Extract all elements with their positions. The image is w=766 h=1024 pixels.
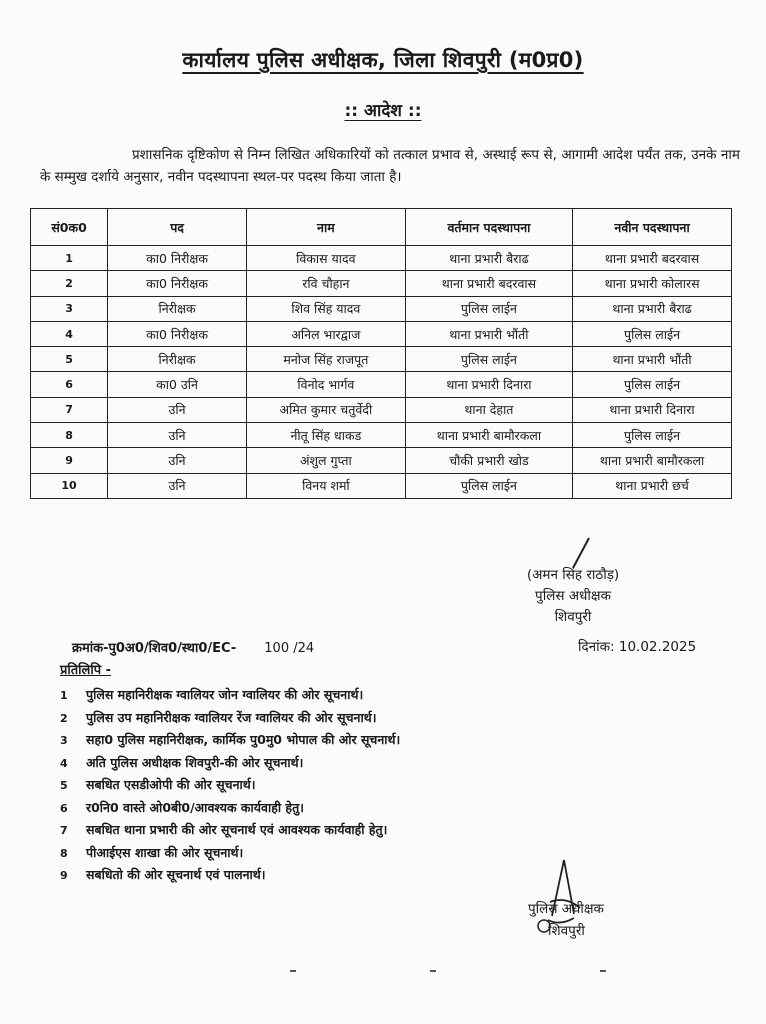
date-value: 10.02.2025 <box>618 639 697 655</box>
col-new-posting: नवीन पदस्थापना <box>573 209 732 246</box>
table-row <box>31 397 732 422</box>
cell-sno: 7 <box>31 397 108 422</box>
cell-name: अमित कुमार चतुर्वेदी <box>246 397 405 422</box>
date-label: दिनांक: <box>578 639 615 655</box>
signatory-designation: पुलिस अधीक्षक <box>535 588 611 604</box>
cell-sno: 4 <box>31 321 108 346</box>
cell-new-posting: थाना प्रभारी भौंती <box>573 347 732 372</box>
cell-name: रवि चौहान <box>246 271 405 296</box>
table-header-row <box>31 209 732 246</box>
cell-post: का0 उनि <box>108 372 247 397</box>
cell-name: अंशुल गुप्ता <box>246 448 405 473</box>
signature-block <box>498 565 648 628</box>
cell-new-posting: थाना प्रभारी कोलारस <box>573 271 732 296</box>
cell-sno: 8 <box>31 423 108 448</box>
cell-current-posting: पुलिस लाईन <box>405 296 572 321</box>
col-name: नाम <box>246 209 405 246</box>
reference-number: 100 /24 <box>264 641 315 656</box>
office-title: कार्यालय पुलिस अधीक्षक, जिला शिवपुरी (म0प्र0) <box>182 48 584 72</box>
cell-name: अनिल भारद्वाज <box>246 321 405 346</box>
cell-name: विनय शर्मा <box>246 473 405 498</box>
cell-post: उनि <box>108 423 247 448</box>
reference-prefix: क्रमांक-पु0अ0/शिव0/स्था0/EC- <box>72 641 237 656</box>
cell-current-posting: थाना प्रभारी दिनारा <box>405 372 572 397</box>
cell-post: उनि <box>108 448 247 473</box>
table-row <box>31 246 732 271</box>
cell-current-posting: थाना प्रभारी बामौरकला <box>405 423 572 448</box>
list-item: 5 सबधित एसडीओपी की ओर सूचनार्थ। <box>60 777 256 792</box>
cell-new-posting: पुलिस लाईन <box>573 423 732 448</box>
footer-signature <box>528 898 604 942</box>
list-item: 7 सबधित थाना प्रभारी की ओर सूचनार्थ एवं आवश्यक कार्यवाही हेतु। <box>60 822 388 837</box>
cell-current-posting: थाना प्रभारी बदरवास <box>405 271 572 296</box>
cell-sno: 2 <box>31 271 108 296</box>
cell-sno: 6 <box>31 372 108 397</box>
list-item: 8 पीआईएस शाखा की ओर सूचनार्थ। <box>60 844 244 860</box>
signatory-name: (अमन सिंह राठौड़) <box>526 567 620 583</box>
cell-post: निरीक्षक <box>108 347 247 372</box>
reference-line <box>72 638 314 656</box>
cell-sno: 9 <box>31 448 108 473</box>
divider <box>290 970 296 972</box>
copy-to-heading: प्रतिलिपि - <box>60 663 112 678</box>
cell-current-posting: थाना प्रभारी बैराढ <box>405 246 572 271</box>
cell-current-posting: थाना देहात <box>405 397 572 422</box>
col-sno: सं0क0 <box>31 209 108 246</box>
cell-current-posting: चौकी प्रभारी खोड <box>405 448 572 473</box>
list-item: 2 पुलिस उप महानिरीक्षक ग्वालियर रेंज ग्वालियर की ओर सूचनार्थ। <box>60 709 377 725</box>
list-item: 3 सहा0 पुलिस महानिरीक्षक, कार्मिक पु0मु0 भोपाल की ओर सूचनार्थ। <box>60 732 401 747</box>
copy-to-list <box>60 684 400 887</box>
cell-name: नीतू सिंह धाकड <box>246 423 405 448</box>
cell-name: शिव सिंह यादव <box>246 296 405 321</box>
table-row <box>31 271 732 296</box>
table-row <box>31 473 732 498</box>
divider <box>600 970 606 972</box>
transfer-table <box>30 208 732 499</box>
cell-name: विकास यादव <box>246 246 405 271</box>
cell-current-posting: थाना प्रभारी भौंती <box>405 321 572 346</box>
cell-current-posting: पुलिस लाईन <box>405 347 572 372</box>
table-row <box>31 347 732 372</box>
cell-new-posting: पुलिस लाईन <box>573 372 732 397</box>
cell-new-posting: थाना प्रभारी बामौरकला <box>573 448 732 473</box>
cell-post: का0 निरीक्षक <box>108 246 247 271</box>
cell-sno: 3 <box>31 296 108 321</box>
cell-post: उनि <box>108 473 247 498</box>
list-item: 6 र0नि0 वास्ते ओ0बी0/आवश्यक कार्यवाही हेतु। <box>60 799 304 815</box>
cell-sno: 10 <box>31 473 108 498</box>
cell-new-posting: पुलिस लाईन <box>573 321 732 346</box>
table-row <box>31 372 732 397</box>
list-item: 9 सबधितो की ओर सूचनार्थ एवं पालनार्थ। <box>60 867 266 882</box>
cell-new-posting: थाना प्रभारी छर्च <box>573 473 732 498</box>
divider <box>430 970 436 972</box>
col-post: पद <box>108 209 247 246</box>
cell-name: विनोद भार्गव <box>246 372 405 397</box>
date-line <box>578 637 696 655</box>
cell-sno: 1 <box>31 246 108 271</box>
cell-new-posting: थाना प्रभारी बदरवास <box>573 246 732 271</box>
order-intro: प्रशासनिक दृष्टिकोण से निम्न लिखित अधिकारियों को तत्काल प्रभाव से, अस्थाई रूप से, आगामी आदेश पर्यंत तक, उनके नाम के सम्मुख दर्शाये अनुसार, नवीन पदस्थापना स्थल-पर पदस्थ किया जाता है। <box>40 147 740 185</box>
cell-post: का0 निरीक्षक <box>108 271 247 296</box>
cell-new-posting: थाना प्रभारी बैराढ <box>573 296 732 321</box>
table-row <box>31 448 732 473</box>
signatory-place: शिवपुरी <box>554 609 592 625</box>
list-item: 1 पुलिस महानिरीक्षक ग्वालियर जोन ग्वालियर की ओर सूचनार्थ। <box>60 687 364 702</box>
cell-post: का0 निरीक्षक <box>108 321 247 346</box>
cell-new-posting: थाना प्रभारी दिनारा <box>573 397 732 422</box>
cell-post: उनि <box>108 397 247 422</box>
table-row <box>31 321 732 346</box>
list-item: 4 अति पुलिस अधीक्षक शिवपुरी-की ओर सूचनार्थ। <box>60 754 304 770</box>
col-current-posting: वर्तमान पदस्थापना <box>405 209 572 246</box>
cell-current-posting: पुलिस लाईन <box>405 473 572 498</box>
cell-sno: 5 <box>31 347 108 372</box>
footer-designation: पुलिस अधीक्षक <box>528 901 604 917</box>
cell-post: निरीक्षक <box>108 296 247 321</box>
table-row <box>31 296 732 321</box>
table-row <box>31 423 732 448</box>
footer-place: शिवपुरी <box>548 923 585 939</box>
order-heading: :: आदेश :: <box>344 101 422 121</box>
cell-name: मनोज सिंह राजपूत <box>246 347 405 372</box>
